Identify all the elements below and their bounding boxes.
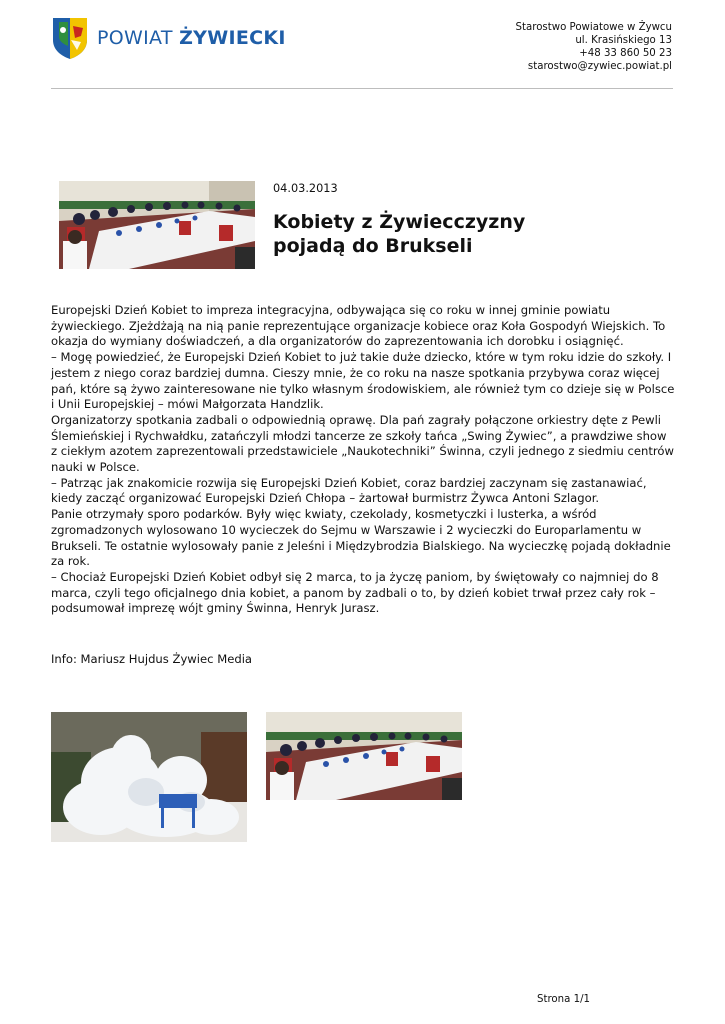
paragraph: Panie otrzymały sporo podarków. Były więc kwiaty, czekolady, kosmetyczki i lusterka, a wśród zgromadzonych wylosowano 10 wycieczek do Sejmu w Warszawie i 2 wycieczki do Europarlamentu w Brukseli. Te ostatnie wylosowały panie z Jeleśni i Międzybrodzia Bialskiego. Na wycieczkę pojadą dokładnie za rok. xyxy=(51,507,671,569)
logo-text: POWIAT ŻYWIECKI xyxy=(97,27,286,49)
gallery-photo-nitrogen[interactable] xyxy=(51,712,247,842)
office-address: ul. Krasińskiego 13 xyxy=(575,35,672,46)
paragraph: – Patrząc jak znakomicie rozwija się Europejski Dzień Kobiet, coraz bardziej zaczynam się zastanawiać, kiedy zacząć organizować Europejski Dzień Chłopa – żartował burmistrz Żywca Antoni Szlagor. xyxy=(51,475,647,506)
office-phone: +48 33 860 50 23 xyxy=(579,48,672,59)
article-source: Info: Mariusz Hujdus Żywiec Media xyxy=(51,652,253,666)
gallery-photo-banquet[interactable] xyxy=(266,712,462,800)
article-body xyxy=(51,303,676,617)
office-name: Starostwo Powiatowe w Żywcu xyxy=(515,22,672,33)
paragraph: – Mogę powiedzieć, że Europejski Dzień Kobiet to już takie duże dziecko, które w tym roku idzie do szkoły. I jestem z niego coraz bardziej dumna. Cieszy mnie, że co roku na nasze spotkania przybywa coraz więcej pań, które są żywo zainteresowane nie tylko własnym środowiskiem, ale również tym co dzieje się w Polsce i Unii Europejskiej – mówi Małgorzata Handzlik. xyxy=(51,350,675,412)
paragraph: Europejski Dzień Kobiet to impreza integracyjna, odbywająca się co roku w innej gminie powiatu żywieckiego. Zjeżdżają na nią panie reprezentujące organizacje kobiece oraz Koła Gospodyń Wiejskich. To okazja do wymiany doświadczeń, a dla organizatorów do zaprezentowania ich dorobku i osiągnięć. xyxy=(51,303,666,349)
article-title: Kobiety z Żywiecczyzny pojadą do Brukseli xyxy=(273,211,526,257)
contact-info xyxy=(516,21,672,73)
office-email[interactable]: starostwo@zywiec.powiat.pl xyxy=(527,61,672,72)
coat-of-arms-icon xyxy=(51,16,89,60)
powiat-logo[interactable] xyxy=(51,16,286,60)
paragraph: Organizatorzy spotkania zadbali o odpowiednią oprawę. Dla pań zagrały połączone orkiestry dęte z Pewli Ślemieńskiej i Rychwałdku, zatańczyli młodzi tancerze ze szkoły tańca „Swing Żywiec”, a prawdziwe show z ciekłym azotem zaprezentowali przedstawiciele „Naukotechniki” Świnna, czyli jednego z siedmiu centrów nauki w Polsce. xyxy=(51,412,674,475)
paragraph: – Chociaż Europejski Dzień Kobiet odbył się 2 marca, to ja życzę paniom, by świętowały co najmniej do 8 marca, czyli tego oficjalnego dnia kobiet, a panom by zadbali o to, by dzień kobiet trwał przez cały rok – podsumował imprezę wójt gminy Świnna, Henryk Jurasz. xyxy=(51,569,659,616)
header-divider xyxy=(51,88,673,89)
article-date: 04.03.2013 xyxy=(273,182,338,195)
article-photo-main[interactable] xyxy=(59,181,255,269)
page-number: Strona 1/1 xyxy=(537,994,590,1005)
